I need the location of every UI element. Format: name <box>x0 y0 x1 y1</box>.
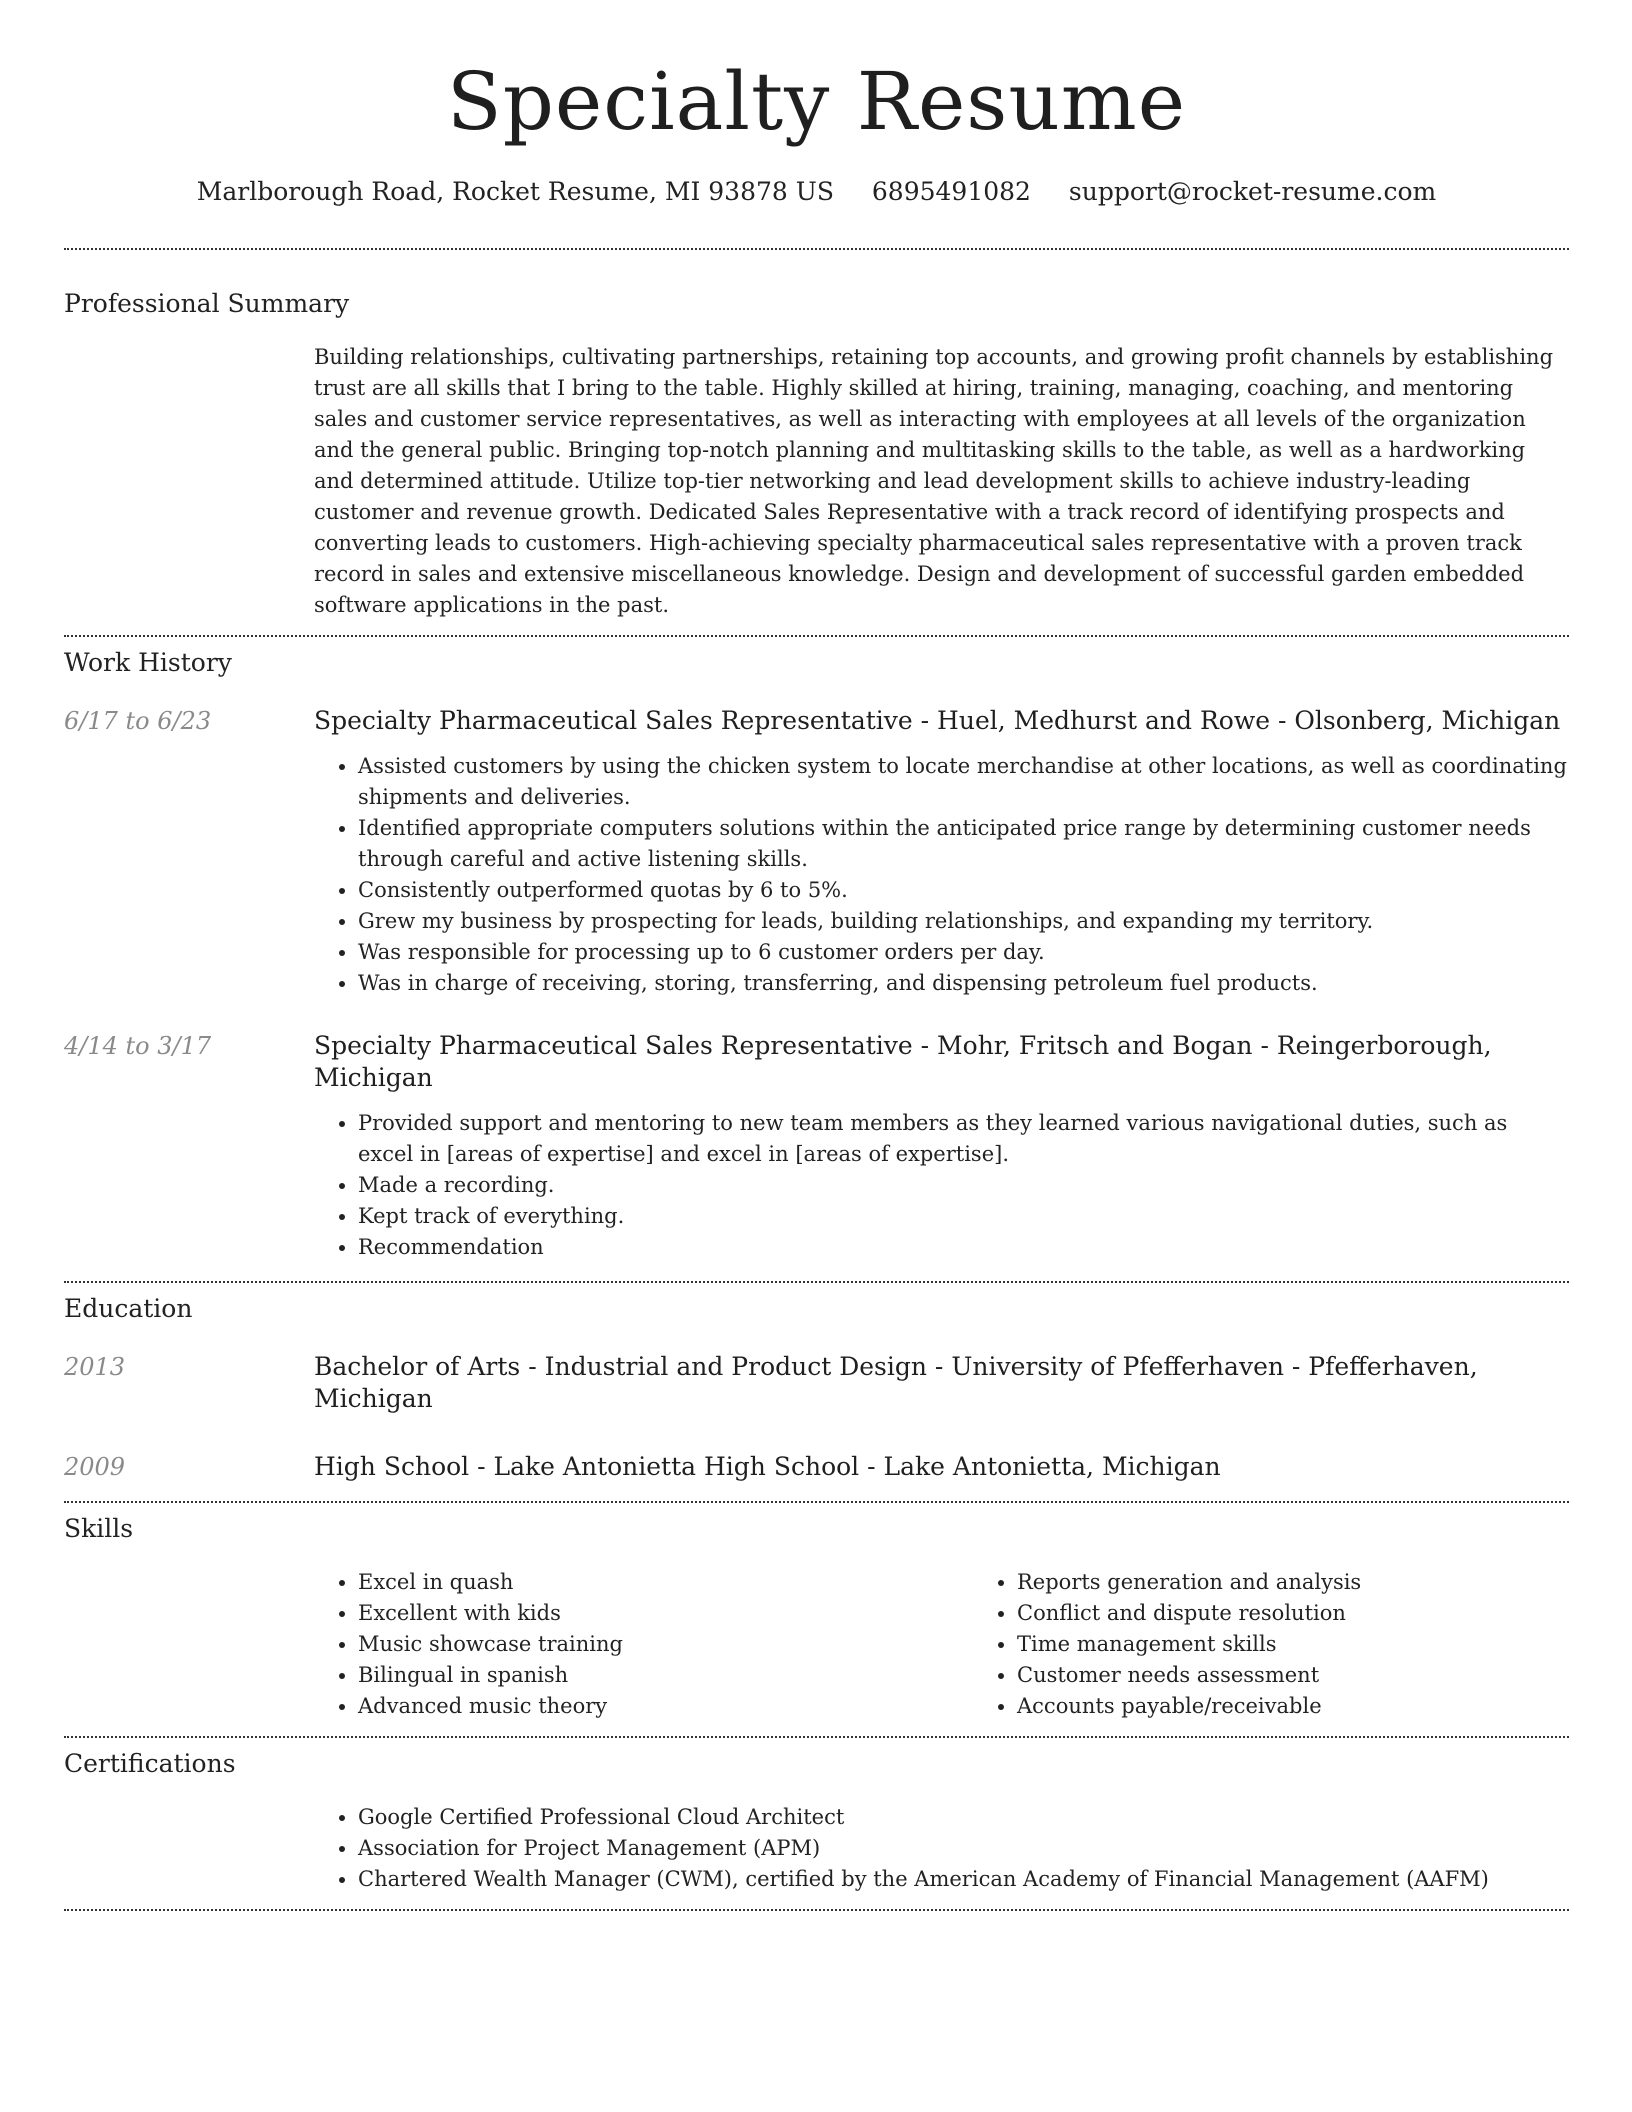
job-dates-cell <box>64 705 314 737</box>
education-year: 2013 <box>64 1353 126 1381</box>
certifications-body <box>314 1802 1569 1895</box>
job-heading: Specialty Pharmaceutical Sales Representative - Huel, Medhurst and Rowe - Olsonberg, Michigan <box>314 706 1561 735</box>
list-item: • Recommendation <box>358 1232 1569 1263</box>
education-heading: High School - Lake Antonietta High School - Lake Antonietta, Michigan <box>314 1452 1221 1481</box>
list-item: • Grew my business by prospecting for leads, building relationships, and expanding my territory. <box>358 906 1569 937</box>
education-details <box>314 1351 1569 1415</box>
resume-page <box>64 0 1569 1911</box>
list-item: • Conflict and dispute resolution <box>1017 1598 1632 1629</box>
section-title-certifications: Certifications <box>64 1749 236 1778</box>
address-text: Marlborough Road, Rocket Resume, MI 93878 US <box>196 177 834 206</box>
section-title-work-history: Work History <box>64 648 232 677</box>
job-dates: 4/14 to 3/17 <box>64 1032 212 1060</box>
phone-text: 6895491082 <box>871 177 1031 206</box>
job-dates-cell <box>64 1030 314 1062</box>
list-item: • Identified appropriate computers solutions within the anticipated price range by determining customer needs through careful and active listening skills. <box>358 813 1569 875</box>
section-title-education: Education <box>64 1294 193 1323</box>
education-details <box>314 1451 1569 1483</box>
email-link[interactable]: support@rocket-resume.com <box>1068 177 1437 206</box>
list-item: • Was in charge of receiving, storing, transferring, and dispensing petroleum fuel products. <box>358 968 1569 999</box>
skills-columns <box>314 1567 1632 1722</box>
list-item: • Advanced music theory <box>358 1691 973 1722</box>
job-bullets <box>314 751 1569 999</box>
list-item: • Reports generation and analysis <box>1017 1567 1632 1598</box>
skills-section <box>64 1503 1569 1722</box>
education-section <box>64 1283 1569 1483</box>
section-title-summary: Professional Summary <box>64 289 350 318</box>
education-entry <box>64 1351 1569 1415</box>
list-item: • Kept track of everything. <box>358 1201 1569 1232</box>
list-item: • Excel in quash <box>358 1567 973 1598</box>
summary-row <box>64 342 1569 621</box>
job-entry <box>64 1030 1569 1263</box>
section-divider <box>64 1909 1569 1911</box>
skills-row <box>64 1567 1569 1722</box>
list-item: • Google Certified Professional Cloud Architect <box>358 1802 1569 1833</box>
certifications-section <box>64 1738 1569 1895</box>
job-details <box>314 705 1569 999</box>
resume-header <box>64 0 1569 208</box>
skills-list-left <box>314 1567 973 1722</box>
education-year: 2009 <box>64 1453 126 1481</box>
list-item: • Was responsible for processing up to 6 customer orders per day. <box>358 937 1569 968</box>
summary-body <box>314 342 1569 621</box>
job-dates: 6/17 to 6/23 <box>64 707 212 735</box>
list-item: • Consistently outperformed quotas by 6 to 5%. <box>358 875 1569 906</box>
list-item: • Bilingual in spanish <box>358 1660 973 1691</box>
section-title-skills: Skills <box>64 1514 134 1543</box>
candidate-name: Specialty Resume <box>446 55 1187 148</box>
job-heading: Specialty Pharmaceutical Sales Representative - Mohr, Fritsch and Bogan - Reingerborough, Michigan <box>314 1031 1492 1092</box>
education-year-cell <box>64 1451 314 1483</box>
contact-line <box>64 176 1569 208</box>
list-item: • Chartered Wealth Manager (CWM), certified by the American Academy of Financial Management (AAFM) <box>358 1864 1569 1895</box>
education-heading: Bachelor of Arts - Industrial and Product Design - University of Pfefferhaven - Pfefferhaven, Michigan <box>314 1352 1478 1413</box>
work-history-section <box>64 637 1569 1263</box>
certifications-list <box>314 1802 1569 1895</box>
job-bullets <box>314 1108 1569 1263</box>
summary-text: Building relationships, cultivating partnerships, retaining top accounts, and growing profit channels by establishing trust are all skills that I bring to the table. Highly skilled at hiring, training, managing, coaching, and mentoring sales and customer service representatives, as well as interacting with employees at all levels of the organization and the general public. Bringing top-notch planning and multitasking skills to the table, as well as a hardworking and determined attitude. Utilize top-tier networking and lead development skills to achieve industry-leading customer and revenue growth. Dedicated Sales Representative with a track record of identifying prospects and converting leads to customers. High-achieving specialty pharmaceutical sales representative with a proven track record in sales and extensive miscellaneous knowledge. Design and development of successful garden embedded software applications in the past. <box>314 345 1554 617</box>
list-item: • Assisted customers by using the chicken system to locate merchandise at other locations, as well as coordinating shipments and deliveries. <box>358 751 1569 813</box>
list-item: • Music showcase training <box>358 1629 973 1660</box>
list-item: • Provided support and mentoring to new team members as they learned various navigational duties, such as excel in [areas of expertise] and excel in [areas of expertise]. <box>358 1108 1569 1170</box>
list-item: • Made a recording. <box>358 1170 1569 1201</box>
education-year-cell <box>64 1351 314 1383</box>
list-item: • Excellent with kids <box>358 1598 973 1629</box>
education-entry <box>64 1451 1569 1483</box>
job-details <box>314 1030 1569 1263</box>
summary-section <box>64 250 1569 621</box>
skills-list-right <box>973 1567 1632 1722</box>
list-item: • Accounts payable/receivable <box>1017 1691 1632 1722</box>
list-item: • Time management skills <box>1017 1629 1632 1660</box>
job-entry <box>64 705 1569 999</box>
list-item: • Customer needs assessment <box>1017 1660 1632 1691</box>
certifications-row <box>64 1802 1569 1895</box>
list-item: • Association for Project Management (APM) <box>358 1833 1569 1864</box>
